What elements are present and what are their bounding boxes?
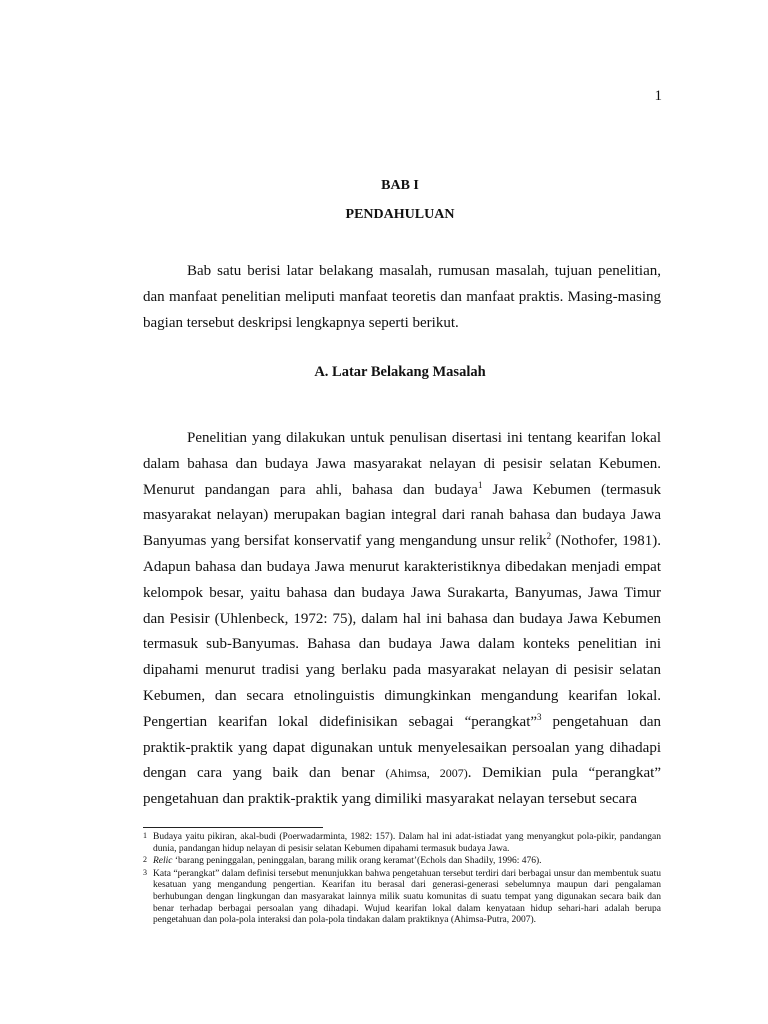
chapter-title: PENDAHULUAN [345, 207, 455, 222]
footnote-divider [143, 827, 323, 828]
section-heading: A. Latar Belakang Masalah [314, 364, 486, 380]
footnote-2 [143, 856, 661, 868]
paragraph-text: Jawa Kebumen (termasuk masyarakat nelayan) merupakan bagian integral dari ranah bahasa dan budaya Jawa Banyumas yang bersifat konservatif yang mengandung unsur relik [143, 481, 661, 550]
footnote-number: 3 [143, 867, 147, 877]
chapter-label: BAB I [381, 178, 419, 193]
paragraph-text: (Nothofer, 1981). Adapun bahasa dan budaya Jawa menurut karakteristiknya dibedakan menjadi empat kelompok besar, yaitu bahasa dan budaya Jawa Surakarta, Banyumas, Jawa Timur dan Pesisir (Uhlenbeck, 1972: 75), dalam hal ini bahasa dan budaya Jawa Kebumen termasuk sub-Banyumas. Bahasa dan budaya Jawa dalam konteks penelitian ini dipahami menurut tradisi yang berlaku pada masyarakat nelayan di pesisir selatan Kebumen, dan secara etnolinguistis dimungkinkan mengandung kearifan lokal. Pengertian kearifan lokal didefinisikan sebagai “perangkat” [143, 533, 661, 730]
footnote-ref-1: 1 [477, 479, 483, 490]
paragraph-text: . Demikian pula “perangkat” pengetahuan dan praktik-praktik yang dimiliki masyarakat nelayan tersebut secara [143, 765, 661, 808]
footnotes [143, 832, 661, 928]
citation: (Ahimsa, 2007) [385, 766, 468, 781]
footnote-text: Budaya yaitu pikiran, akal-budi (Poerwadarminta, 1982: 157). Dalam hal ini adat-istiadat yang menyangkut pola-pikir, pandangan dunia, pandangan hidup nelayan di pesisir selatan Kebumen dipahami termasuk budaya Jawa. [153, 832, 661, 854]
page-number: 1 [654, 88, 662, 104]
paragraph-text: pengetahuan dan praktik-praktik yang dapat digunakan untuk menyelesaikan persoalan yang dihadapi dengan cara yang baik dan benar [143, 713, 661, 782]
footnote-text: ‘barang peninggalan, peninggalan, barang milik orang keramat’(Echols dan Shadily, 1996: 476). [172, 856, 542, 867]
footnote-lead-term: Relic [153, 856, 173, 867]
footnote-1 [143, 832, 661, 855]
footnote-ref-3: 3 [537, 711, 542, 722]
footnote-number: 1 [143, 831, 147, 840]
background-paragraph [143, 426, 661, 813]
footnote-text: Kata “perangkat” dalam definisi tersebut menunjukkan bahwa pengetahuan tersebut terdiri dari berbagai unsur dan membentuk suatu kesatuan yang mengandung pengertian. Kearifan itu berasal dari generasi-generasi sebelumnya maupun dari pengalaman berhubungan dengan lingkungan dan masyarakat lainnya milik suatu komunitas di suatu tempat yang digunakan secara baik dan benar terhadap berbagai persoalan yang dihadapi. Wujud kearifan lokal dalam kenyataan hidup sehari-hari adalah berupa pengetahuan dan pola-pola interaksi dan pola-pola tindakan dalam praktiknya (Ahimsa-Putra, 2007). [153, 868, 661, 926]
footnote-number: 2 [143, 855, 147, 865]
intro-paragraph: Bab satu berisi latar belakang masalah, rumusan masalah, tujuan penelitian, dan manfaat penelitian meliputi manfaat teoretis dan manfaat praktis. Masing-masing bagian tersebut deskripsi lengkapnya seperti berikut. [143, 263, 661, 331]
paragraph-text: Penelitian yang dilakukan untuk penulisan disertasi ini tentang kearifan lokal dalam bahasa dan budaya Jawa masyarakat nelayan di pesisir selatan Kebumen. Menurut pandangan para ahli, bahasa dan budaya [143, 430, 661, 498]
footnote-ref-2: 2 [546, 531, 552, 542]
footnote-3 [143, 869, 661, 927]
